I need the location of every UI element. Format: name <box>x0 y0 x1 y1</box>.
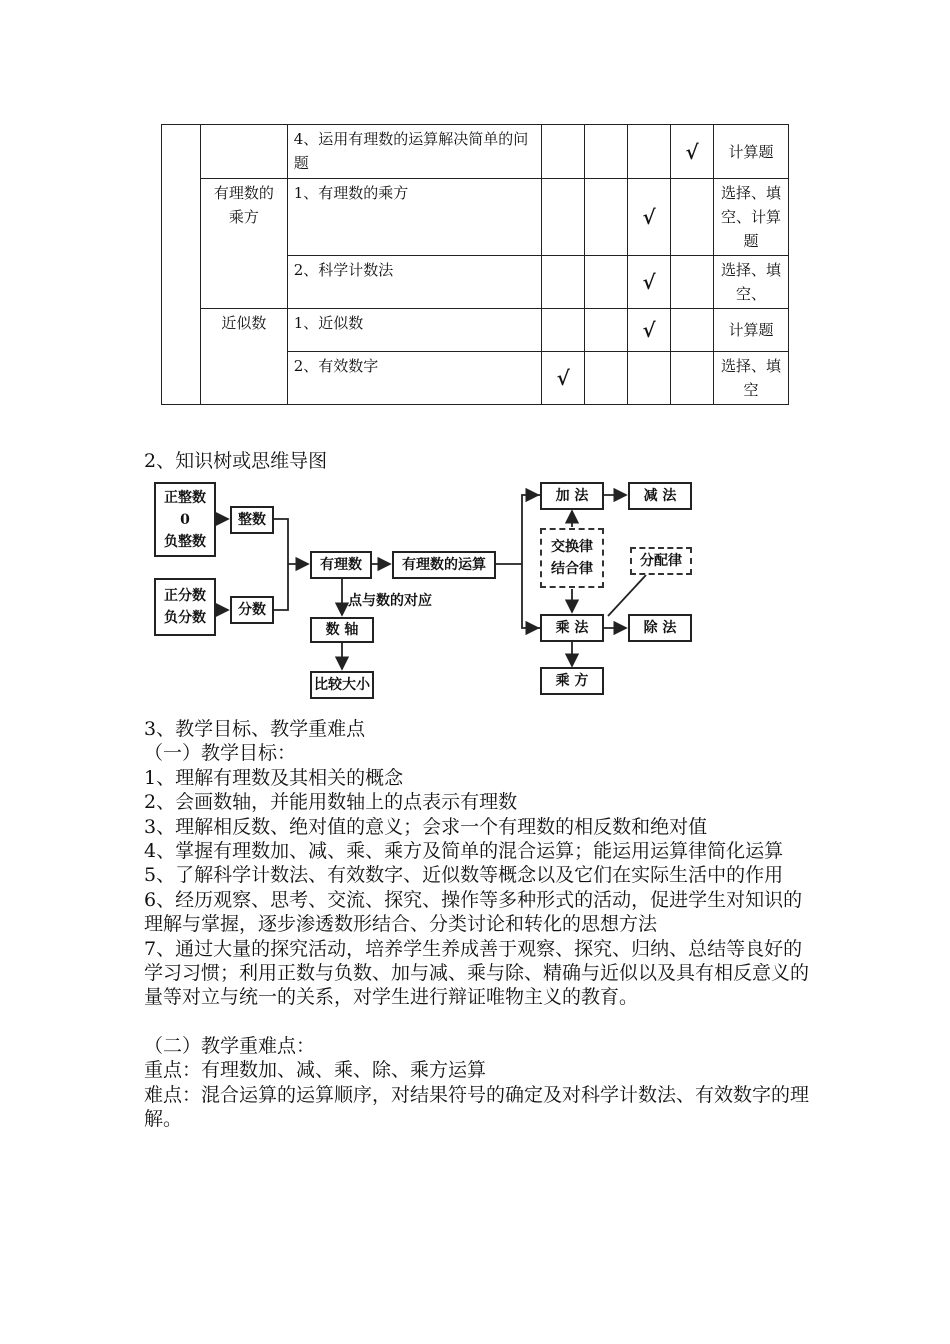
table-cell-type: 选择、填空、 <box>714 256 789 309</box>
check-cell <box>628 352 671 405</box>
table-row <box>162 179 789 256</box>
negative-integer-label: 负整数 <box>164 533 206 550</box>
power-node: 乘 方 <box>540 667 604 695</box>
table-cell-item: 1、近似数 <box>287 309 541 352</box>
fraction-node: 分数 <box>230 596 274 624</box>
integer-node: 整数 <box>230 506 274 534</box>
goal-item: 2、会画数轴，并能用数轴上的点表示有理数 <box>144 791 518 814</box>
table-cell-item: 1、有理数的乘方 <box>287 179 541 256</box>
point-number-label: 点与数的对应 <box>348 593 432 609</box>
commutative-label: 交换律 <box>551 539 593 555</box>
negative-fraction-label: 负分数 <box>164 610 206 626</box>
positive-fraction-label: 正分数 <box>164 588 206 604</box>
check-cell <box>671 309 714 352</box>
subtraction-node: 减 法 <box>628 482 692 510</box>
check-cell <box>671 179 714 256</box>
goal-item: 6、经历观察、思考、交流、探究、操作等多种形式的活动，促进学生对知识的理解与掌握，逐步渗透数形结合、分类讨论和转化的思想方法 <box>144 888 803 936</box>
distributive-node: 分配律 <box>630 547 692 575</box>
integer-types-box <box>154 482 216 557</box>
check-cell <box>585 125 628 179</box>
addition-node: 加 法 <box>540 482 604 510</box>
rational-number-node: 有理数 <box>310 551 372 579</box>
commutative-associative-box <box>540 528 604 588</box>
operations-node: 有理数的运算 <box>392 551 496 579</box>
table-cell-topic: 近似数 <box>200 309 287 405</box>
check-cell: √ <box>671 125 714 179</box>
key-points-title: （二）教学重难点： <box>144 1034 316 1057</box>
check-cell: √ <box>628 179 671 256</box>
check-cell <box>542 179 585 256</box>
check-cell <box>542 256 585 309</box>
table-cell-item: 4、运用有理数的运算解决简单的问题 <box>287 125 541 179</box>
table-cell-type: 选择、填空、计算题 <box>714 179 789 256</box>
division-node: 除 法 <box>628 614 692 642</box>
check-cell <box>671 256 714 309</box>
table-cell-empty <box>162 125 201 405</box>
table-cell-topic <box>200 125 287 179</box>
mind-map-diagram <box>150 476 710 706</box>
check-cell <box>585 309 628 352</box>
check-cell <box>585 352 628 405</box>
multiplication-node: 乘 法 <box>540 614 604 642</box>
check-cell <box>542 125 585 179</box>
table-cell-topic: 有理数的乘方 <box>200 179 287 309</box>
table-cell-type: 计算题 <box>714 125 789 179</box>
check-cell: √ <box>628 256 671 309</box>
goals-title: （一）教学目标： <box>144 742 297 765</box>
section3-text <box>144 717 810 1132</box>
number-axis-node: 数 轴 <box>310 617 374 643</box>
goal-item: 1、理解有理数及其相关的概念 <box>144 766 404 789</box>
check-cell <box>585 256 628 309</box>
table-cell-item: 2、有效数字 <box>287 352 541 405</box>
fraction-types-box <box>154 578 216 636</box>
check-cell <box>585 179 628 256</box>
compare-node: 比较大小 <box>310 671 374 699</box>
check-cell <box>628 125 671 179</box>
difficult-point: 难点：混合运算的运算顺序，对结果符号的确定及对科学计数法、有效数字的理解。 <box>144 1083 810 1131</box>
table-cell-type: 选择、填空 <box>714 352 789 405</box>
goal-item: 3、理解相反数、绝对值的意义；会求一个有理数的相反数和绝对值 <box>144 815 708 838</box>
table-row <box>162 309 789 352</box>
section-heading: 2、知识树或思维导图 <box>144 450 328 472</box>
check-cell <box>542 309 585 352</box>
check-cell: √ <box>628 309 671 352</box>
knowledge-table <box>161 124 789 405</box>
table-row <box>162 125 789 179</box>
check-cell: √ <box>542 352 585 405</box>
table-cell-type: 计算题 <box>714 309 789 352</box>
section-heading: 3、教学目标、教学重难点 <box>144 718 366 740</box>
key-point: 重点：有理数加、减、乘、除、乘方运算 <box>144 1059 487 1082</box>
associative-label: 结合律 <box>551 561 593 577</box>
table-cell-item: 2、科学计数法 <box>287 256 541 309</box>
goal-item: 5、了解科学计数法、有效数字、近似数等概念以及它们在实际生活中的作用 <box>144 864 784 887</box>
zero-label: 0 <box>180 511 190 528</box>
check-cell <box>671 352 714 405</box>
positive-integer-label: 正整数 <box>164 489 206 506</box>
goal-item: 7、通过大量的探究活动，培养学生养成善于观察、探究、归纳、总结等良好的学习习惯；利用正数与负数、加与减、乘与除、精确与近似以及具有相反意义的量等对立与统一的关系，对学生进行辩证唯物主义的教育。 <box>144 937 810 1009</box>
goal-item: 4、掌握有理数加、减、乘、乘方及简单的混合运算；能运用运算律简化运算 <box>144 840 784 863</box>
